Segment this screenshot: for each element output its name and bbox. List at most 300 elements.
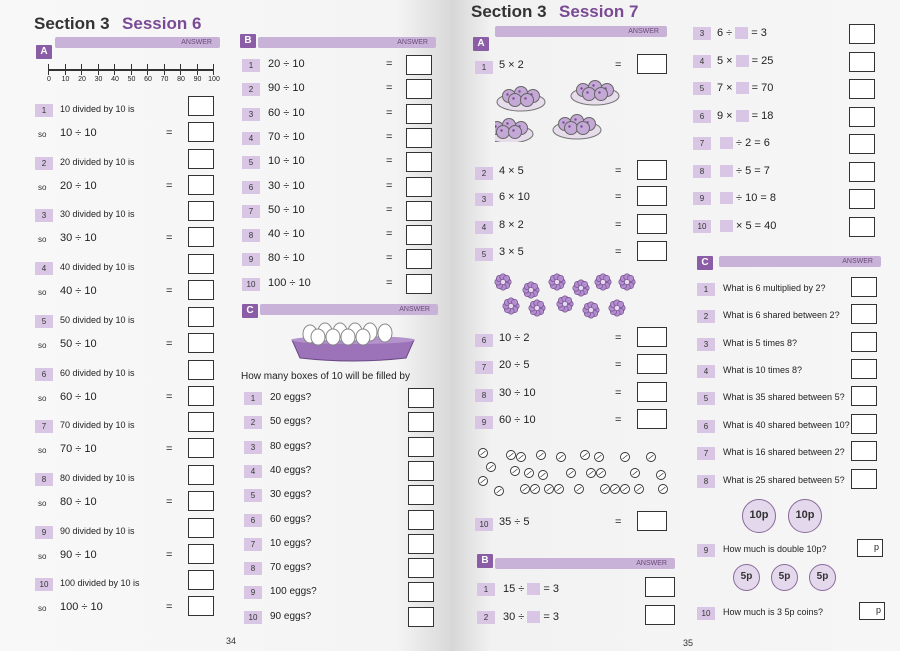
part-a-letter: A [473,37,489,51]
so-label: so [38,393,47,403]
question-text: What is 6 multiplied by 2? [723,283,826,293]
question-number: 10 [697,607,715,620]
equals-sign: = [386,130,393,143]
expression: 10 ÷ 10 [60,127,97,139]
answer-box[interactable] [188,465,214,485]
question-number: 5 [35,315,53,328]
answer-box[interactable] [849,52,875,72]
missing-number-slot [736,82,749,94]
flower-center [534,305,539,310]
question-text: 30 divided by 10 is [60,209,135,220]
expression: 90 ÷ 10 [60,548,97,561]
answer-box[interactable] [406,104,432,124]
question-number: 6 [244,514,262,527]
section-title: Section 3 [34,14,110,33]
answer-box[interactable] [849,24,875,44]
answer-box[interactable] [408,534,434,554]
answer-box[interactable] [188,386,214,406]
equation-right: = 70 [751,82,774,94]
missing-number-slot [720,220,733,232]
part-c-letter: C [242,304,258,318]
answer-box[interactable] [188,254,214,274]
cake-plate [571,81,619,106]
number-line-tick-label: 30 [94,76,103,83]
part-c-answer-bar [719,256,881,267]
question-number: 1 [242,59,260,72]
question-number: 9 [35,526,53,539]
question-number: 2 [475,167,493,180]
expression: 60 ÷ 10 [60,390,97,403]
answer-box[interactable] [188,596,214,616]
missing-number-equation [717,27,767,39]
answer-box[interactable] [637,511,667,531]
missing-number-slot [736,55,749,67]
number-line-tick [65,64,66,75]
answer-box[interactable] [851,414,877,434]
equation-left: 15 ÷ [503,583,525,595]
cake-cherry [506,93,508,95]
flower [503,298,519,314]
number-line-tick [98,64,99,75]
answer-box[interactable] [637,214,667,234]
equals-sign: = [386,58,393,70]
expression: 90 ÷ 10 [268,82,305,95]
cake-plate [553,115,601,140]
missing-number-slot [527,611,540,623]
question-number: 3 [242,108,260,121]
missing-number-slot [720,192,733,204]
answer-box[interactable] [188,360,214,380]
answer-box[interactable] [637,382,667,402]
answer-box[interactable] [406,225,432,245]
expression: 40 ÷ 10 [268,228,305,241]
question-number: 2 [697,310,715,323]
cake [577,122,590,135]
cake-cherry [506,122,508,124]
cake-cherry [518,90,520,92]
answer-box[interactable] [851,469,877,489]
question-text: 10 eggs? [270,537,312,549]
missing-number-slot [735,27,748,39]
answer-box[interactable] [637,186,667,206]
question-text: 60 divided by 10 is [60,367,135,378]
expression: 20 ÷ 10 [268,58,305,70]
cake-cherry [574,118,576,120]
flower [495,274,511,290]
so-label: so [38,604,47,614]
coin-10p: 10p [742,499,776,533]
number-line-tick [147,64,148,75]
question-number: 5 [244,489,262,502]
answer-box[interactable] [851,386,877,406]
equals-sign: = [166,495,173,508]
question-number: 2 [477,611,495,624]
expression: 35 ÷ 5 [499,516,530,528]
expression: 8 × 2 [499,219,524,231]
cake-plate [497,87,545,112]
answer-box[interactable] [637,409,667,429]
number-line-tick-label: 100 [208,76,220,83]
answer-box[interactable] [188,96,214,116]
answer-box[interactable] [851,359,877,379]
answer-box[interactable] [188,438,214,458]
answer-box[interactable] [637,354,667,374]
equation-left: 6 ÷ [717,27,733,39]
question-number: 8 [242,229,260,242]
question-text: 20 divided by 10 is [60,156,135,167]
question-number: 2 [35,157,53,170]
so-label: so [38,340,47,350]
flower [609,300,625,316]
expression: 4 × 5 [499,165,524,177]
answer-box[interactable] [406,79,432,99]
answer-box[interactable] [645,577,675,597]
answer-box[interactable] [406,128,432,148]
number-line-tick-label: 0 [47,76,51,83]
egg-box-illustration [288,320,418,362]
equals-sign: = [386,203,393,216]
question-number: 8 [35,473,53,486]
expression: 50 ÷ 10 [268,203,305,216]
answer-label: ANSWER [181,39,212,46]
question-number: 3 [475,193,493,206]
equals-sign: = [615,414,622,426]
expression: 10 ÷ 2 [499,332,530,344]
cake-cherry [586,91,588,93]
cake [509,94,522,107]
part-b-letter: B [477,554,493,568]
so-label: so [38,446,47,456]
equation-right: = 3 [543,583,559,595]
answer-box[interactable] [406,201,432,221]
answer-box[interactable] [188,491,214,511]
number-line-tick [180,64,181,75]
equation-right: = 18 [751,109,774,122]
number-line-tick-label: 80 [177,76,185,83]
question-number: 6 [35,368,53,381]
question-text: How much is 3 5p coins? [723,607,824,617]
equation-right: ÷ 10 = 8 [736,192,776,204]
equation-right: = 3 [751,27,767,39]
equals-sign: = [615,219,622,231]
equation-right: ÷ 5 = 7 [736,164,770,177]
question-text: 80 divided by 10 is [60,472,135,483]
answer-box[interactable] [188,201,214,221]
answer-box[interactable] [188,280,214,300]
so-label: so [38,551,47,561]
question-number: 5 [242,156,260,169]
equation-left: 30 ÷ [503,611,525,623]
answer-box[interactable] [188,412,214,432]
cake-cherry [592,84,594,86]
answer-box[interactable] [188,175,214,195]
answer-box-pence[interactable]: p [859,602,885,620]
answer-box[interactable] [408,485,434,505]
part-b-answer-bar [495,558,675,569]
expression: 80 ÷ 10 [60,495,97,508]
missing-number-equation [717,110,773,122]
page-number: 34 [226,636,237,646]
equals-sign: = [166,127,173,139]
answer-box[interactable] [637,327,667,347]
flower [529,300,545,316]
flower [523,282,539,298]
question-number: 10 [35,578,53,591]
flowers-illustration [491,270,651,320]
cake [509,126,522,139]
question-text: 100 divided by 10 is [60,578,140,589]
answer-box[interactable] [851,332,877,352]
cakes-illustration [495,76,645,142]
question-number: 10 [475,518,493,531]
question-text: What is 6 shared between 2? [723,310,840,320]
equation-right: ÷ 2 = 6 [736,137,770,149]
question-text: 60 eggs? [270,513,312,525]
missing-number-equation [717,137,770,149]
part-a-answer-bar [55,37,220,48]
question-number: 4 [35,262,53,275]
question-number: 6 [475,334,493,347]
question-number: 6 [242,181,260,194]
equals-sign: = [166,337,173,350]
expression: 5 × 2 [499,59,524,71]
question-text: 90 divided by 10 is [60,525,135,536]
expression: 50 ÷ 10 [60,337,97,350]
cake [521,94,534,107]
question-number: 8 [475,389,493,402]
answer-box[interactable] [851,441,877,461]
answer-box[interactable] [188,544,214,564]
equals-sign: = [615,516,622,528]
equation-left: 5 × [717,54,733,67]
answer-box[interactable] [408,388,434,408]
expression: 10 ÷ 10 [268,155,305,168]
expression: 30 ÷ 10 [499,387,536,399]
answer-box[interactable] [406,274,432,294]
answer-box[interactable] [406,249,432,269]
equals-sign: = [615,332,622,344]
answer-box[interactable] [408,510,434,530]
part-c-answer-bar [260,304,438,315]
question-text: What is 25 shared between 5? [723,475,845,485]
part-a-letter: A [36,45,52,59]
part-a-answer-bar [495,26,667,37]
session-title: Session 7 [559,2,639,21]
question-number: 5 [697,392,715,405]
answer-box[interactable] [849,79,875,99]
equals-sign: = [615,165,622,177]
equals-sign: = [386,155,393,168]
part-c-letter: C [697,256,713,270]
question-text: What is 35 shared between 5? [723,392,845,402]
number-line-tick [114,64,115,75]
answer-box[interactable] [408,461,434,481]
answer-box[interactable] [188,122,214,142]
flower-center [600,279,605,284]
answer-box[interactable] [188,518,214,538]
equals-sign: = [615,191,622,203]
question-number: 2 [242,83,260,96]
flower [549,274,565,290]
number-line-tick-label: 60 [144,76,152,83]
missing-number-equation [717,165,770,177]
answer-box[interactable] [849,107,875,127]
cake-cherry [568,125,570,127]
question-text: 80 eggs? [270,440,312,452]
question-number: 6 [697,420,715,433]
expression: 70 ÷ 10 [60,443,97,456]
expression: 100 ÷ 10 [268,276,311,289]
expression: 20 ÷ 10 [60,179,97,192]
equals-sign: = [166,548,173,561]
number-line-tick [48,64,49,75]
equation-right: = 25 [751,54,774,67]
answer-box[interactable] [406,152,432,172]
question-text: 50 divided by 10 is [60,314,135,325]
question-number: 7 [35,420,53,433]
number-line [40,62,220,90]
answer-box[interactable] [408,412,434,432]
cake-cherry [580,87,582,89]
question-number: 7 [693,137,711,150]
cake-cherry [500,129,502,131]
answer-box[interactable] [637,54,667,74]
flower-center [500,279,505,284]
answer-box[interactable] [408,582,434,602]
equals-sign: = [166,179,173,192]
question-text: What is 16 shared between 2? [723,447,845,457]
answer-label: ANSWER [636,560,667,567]
cake-plate [495,119,533,143]
right-page-title [471,2,638,22]
question-number: 9 [693,192,711,205]
missing-number-equation [717,82,773,94]
left-page-title [34,14,201,34]
question-number: 4 [693,55,711,68]
expression: 80 ÷ 10 [268,252,305,265]
question-number: 1 [477,583,495,596]
answer-box[interactable] [851,304,877,324]
equals-sign: = [386,276,393,289]
equals-sign: = [166,285,173,298]
number-line-tick-label: 90 [193,76,202,83]
answer-box[interactable] [645,605,675,625]
expression: 6 × 10 [499,191,530,203]
question-number: 5 [693,82,711,95]
expression: 60 ÷ 10 [499,414,536,426]
flower [557,296,573,312]
answer-box[interactable] [849,162,875,182]
equals-sign: = [166,232,173,245]
question-number: 6 [693,110,711,123]
answer-box[interactable] [408,437,434,457]
answer-box[interactable] [406,55,432,75]
question-number: 7 [697,447,715,460]
question-number: 3 [35,209,53,222]
answer-box[interactable] [188,307,214,327]
question-text: How much is double 10p? [723,544,827,554]
expression: 20 ÷ 5 [499,359,530,371]
question-text: What is 5 times 8? [723,338,798,348]
cake [595,88,608,101]
flower-center [528,287,533,292]
answer-box[interactable] [406,177,432,197]
answer-box[interactable] [637,241,667,261]
answer-box[interactable] [188,149,214,169]
number-line-tick-label: 70 [160,76,169,83]
answer-box[interactable] [408,558,434,578]
question-text: 70 divided by 10 is [60,420,135,431]
flower-center [508,303,513,308]
flower-center [562,301,567,306]
equals-sign: = [386,82,393,95]
flower [595,274,611,290]
equals-sign: = [615,59,622,71]
answer-box[interactable] [849,217,875,237]
so-label: so [38,182,47,192]
answer-box[interactable] [188,227,214,247]
number-line-tick [81,64,82,75]
cake-cherry [512,129,514,131]
question-text: 10 divided by 10 is [60,104,135,114]
equation-right: × 5 = 40 [736,219,777,232]
flower [573,280,589,296]
question-number: 3 [693,27,711,40]
expression: 3 × 5 [499,246,524,258]
part-b-letter: B [240,34,256,48]
answer-label: ANSWER [842,258,873,265]
answer-box[interactable] [849,189,875,209]
answer-box-pence[interactable]: p [857,539,883,557]
expression: 30 ÷ 10 [268,179,305,192]
missing-number-equation [717,55,773,67]
missing-number-slot [527,583,540,595]
session-title: Session 6 [122,14,202,33]
question-number: 3 [697,338,715,351]
missing-number-slot [720,165,733,177]
flower [619,274,635,290]
question-number: 4 [475,221,493,234]
question-text: 100 eggs? [270,586,317,598]
flower-center [554,279,559,284]
question-number: 7 [242,205,260,218]
cake [497,126,510,139]
answer-label: ANSWER [399,306,430,313]
equals-sign: = [386,228,393,241]
question-text: What is 10 times 8? [723,365,803,375]
answer-box[interactable] [637,160,667,180]
question-number: 5 [475,248,493,261]
cake [565,122,578,135]
question-number: 1 [35,104,53,117]
expression: 70 ÷ 10 [268,130,305,143]
question-text: 40 eggs? [270,464,312,476]
equals-sign: = [166,443,173,456]
answer-box[interactable] [851,277,877,297]
answer-box[interactable] [188,570,214,590]
question-number: 2 [244,416,262,429]
expression: 100 ÷ 10 [60,601,103,614]
question-number: 9 [697,544,715,557]
number-line-tick [197,64,198,75]
answer-box[interactable] [408,607,434,627]
flower [583,302,599,318]
equals-sign: = [386,252,393,265]
question-number: 4 [244,465,262,478]
answer-box[interactable] [188,333,214,353]
missing-number-equation [503,583,559,595]
answer-box[interactable] [849,134,875,154]
